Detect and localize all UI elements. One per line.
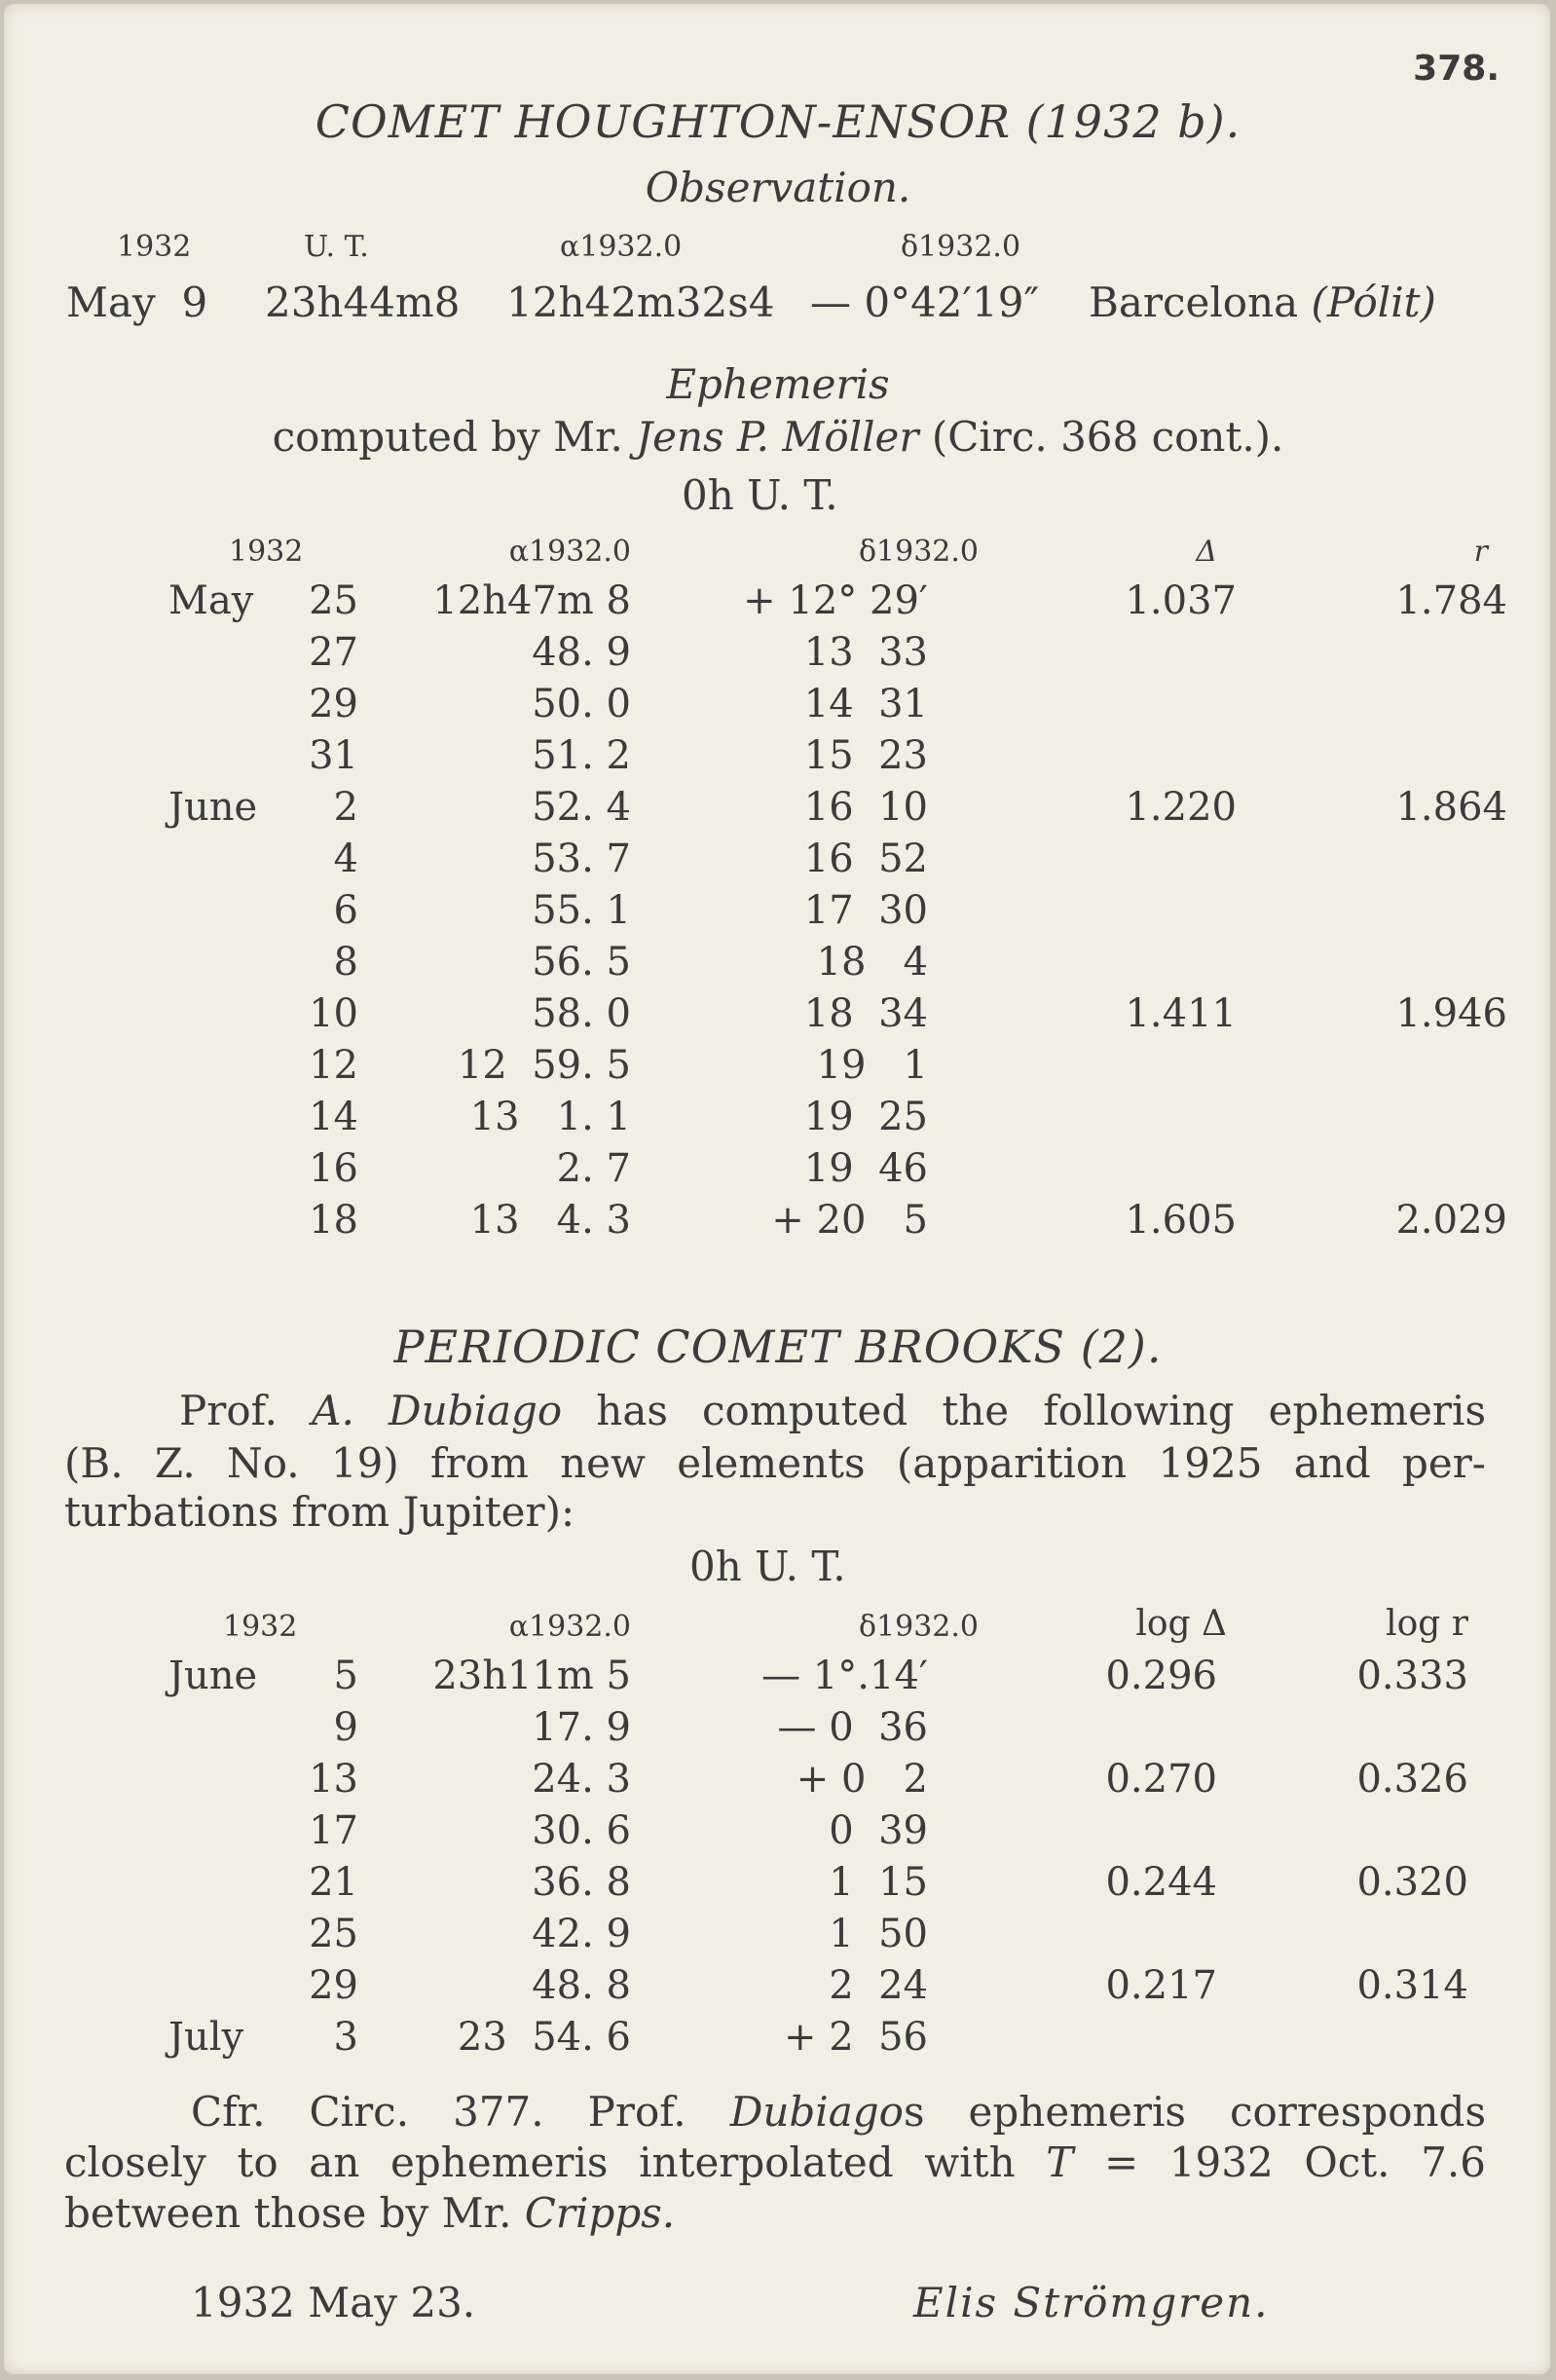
obs-observer: (Pólit) bbox=[1311, 279, 1436, 326]
month-cell bbox=[168, 1959, 290, 2011]
distance-cell: 0.217 bbox=[1105, 1962, 1217, 2008]
table-row bbox=[168, 1804, 1498, 1856]
right-ascension-cell: 2. 7 bbox=[556, 1145, 631, 1191]
radius-cell: 2.029 bbox=[1395, 1197, 1507, 1243]
distance-cell: 1.605 bbox=[1125, 1197, 1237, 1243]
circular-number: 378. bbox=[1413, 49, 1500, 89]
time-label-2: 0h U. T. bbox=[689, 1543, 846, 1590]
delta-header: δ1932.0 bbox=[858, 1610, 979, 1644]
declination-cell: 18 34 bbox=[803, 990, 928, 1036]
table-row bbox=[168, 987, 1537, 1039]
day-cell: 18 bbox=[309, 1197, 358, 1243]
radius-cell bbox=[1246, 2011, 1498, 2063]
alpha-header: α1932.0 bbox=[508, 1610, 631, 1644]
radius-cell bbox=[1266, 936, 1537, 987]
table-header-row bbox=[168, 1595, 1498, 1650]
day-cell: 17 bbox=[309, 1807, 358, 1853]
right-ascension-cell: 12h47m 8 bbox=[432, 577, 631, 623]
table-row bbox=[168, 833, 1537, 884]
footer-date: 1932 May 23. bbox=[191, 2279, 476, 2326]
distance-cell: 1.411 bbox=[1125, 990, 1237, 1036]
month-cell bbox=[168, 678, 290, 729]
day-cell: 27 bbox=[309, 629, 358, 675]
table-row bbox=[168, 1959, 1498, 2011]
right-ascension-cell: 50. 0 bbox=[532, 681, 631, 726]
day-cell: 2 bbox=[333, 784, 358, 830]
day-cell: 16 bbox=[309, 1145, 358, 1191]
right-ascension-cell: 17. 9 bbox=[532, 1704, 631, 1750]
table-row bbox=[168, 729, 1537, 781]
table-row bbox=[168, 1194, 1537, 1246]
computer-name: Jens P. Möller bbox=[636, 413, 919, 461]
radius-cell: 1.784 bbox=[1395, 577, 1507, 623]
note-line-3: between those by Mr. Cripps. bbox=[64, 2189, 676, 2237]
distance-cell bbox=[979, 1091, 1266, 1142]
distance-cell bbox=[979, 678, 1266, 729]
radius-cell: 0.314 bbox=[1356, 1962, 1468, 2008]
ephemeris-heading: Ephemeris bbox=[666, 360, 890, 408]
month-cell: June bbox=[168, 784, 258, 830]
right-ascension-cell: 42. 9 bbox=[532, 1911, 631, 1956]
delta-header: δ1932.0 bbox=[858, 535, 979, 569]
right-ascension-cell: 12 59. 5 bbox=[457, 1042, 631, 1088]
table-row bbox=[168, 678, 1537, 729]
comet1-title: COMET HOUGHTON-ENSOR (1932 b). bbox=[315, 95, 1241, 148]
day-cell: 9 bbox=[333, 1704, 358, 1750]
radius-cell: 0.333 bbox=[1356, 1653, 1468, 1698]
distance-cell bbox=[979, 884, 1266, 936]
distance-cell bbox=[979, 2011, 1246, 2063]
day-cell: 29 bbox=[309, 1962, 358, 2008]
declination-cell: — 1°.14′ bbox=[761, 1653, 928, 1698]
table-row bbox=[168, 1091, 1537, 1142]
alpha-header: α1932.0 bbox=[508, 535, 631, 569]
obs-alpha-header: α1932.0 bbox=[560, 230, 683, 264]
distance-header: Δ bbox=[1196, 535, 1217, 569]
month-cell bbox=[168, 1804, 290, 1856]
table-row bbox=[168, 626, 1537, 678]
para-line-1: Prof. A. Dubiago has computed the following ephemeris bbox=[179, 1387, 1486, 1434]
month-cell bbox=[168, 729, 290, 781]
time-label-1: 0h U. T. bbox=[682, 471, 838, 519]
distance-cell: 0.244 bbox=[1105, 1859, 1217, 1905]
day-cell: 25 bbox=[309, 1911, 358, 1956]
declination-cell: 16 10 bbox=[803, 784, 928, 830]
day-cell: 29 bbox=[309, 681, 358, 726]
radius-cell bbox=[1246, 1701, 1498, 1753]
ephemeris-table-1 bbox=[168, 520, 1537, 1246]
declination-cell: + 2 56 bbox=[783, 2014, 928, 2060]
radius-cell bbox=[1266, 884, 1537, 936]
computed-by-line: computed by Mr. Jens P. Möller (Circ. 368 cont.). bbox=[272, 413, 1284, 461]
radius-cell bbox=[1266, 1039, 1537, 1091]
declination-cell: 1 15 bbox=[829, 1859, 928, 1905]
distance-cell: 1.037 bbox=[1125, 577, 1237, 623]
r-header: r bbox=[1473, 535, 1488, 569]
radius-cell bbox=[1266, 626, 1537, 678]
radius-cell: 1.946 bbox=[1395, 990, 1507, 1036]
month-cell: June bbox=[168, 1653, 258, 1698]
right-ascension-cell: 55. 1 bbox=[532, 887, 631, 933]
radius-cell: 0.326 bbox=[1356, 1756, 1468, 1802]
declination-cell: 15 23 bbox=[803, 732, 928, 778]
month-cell: May bbox=[168, 577, 254, 623]
declination-cell: 19 25 bbox=[803, 1094, 928, 1139]
day-cell: 4 bbox=[333, 836, 358, 881]
observation-heading: Observation. bbox=[645, 164, 911, 211]
table-row bbox=[168, 1908, 1498, 1959]
log-r-header: log r bbox=[1386, 1604, 1468, 1644]
day-cell: 21 bbox=[309, 1859, 358, 1905]
declination-cell: + 0 2 bbox=[796, 1756, 928, 1802]
month-cell bbox=[168, 1701, 290, 1753]
distance-cell: 0.296 bbox=[1105, 1653, 1217, 1698]
note-line-1: Cfr. Circ. 377. Prof. Dubiagos ephemeris corresponds bbox=[191, 2088, 1486, 2136]
ephemeris-table-2 bbox=[168, 1595, 1498, 2063]
declination-cell: 19 46 bbox=[803, 1145, 928, 1191]
month-cell bbox=[168, 987, 290, 1039]
obs-ut: 23h44m8 bbox=[265, 279, 461, 326]
obs-date: May 9 bbox=[66, 279, 208, 326]
day-cell: 12 bbox=[309, 1042, 358, 1088]
right-ascension-cell: 30. 6 bbox=[532, 1807, 631, 1853]
distance-cell bbox=[979, 1908, 1246, 1959]
radius-cell: 1.864 bbox=[1395, 784, 1507, 830]
table-row bbox=[168, 781, 1537, 833]
table-row bbox=[168, 1856, 1498, 1908]
right-ascension-cell: 23h11m 5 bbox=[432, 1653, 631, 1698]
table-row bbox=[168, 936, 1537, 987]
right-ascension-cell: 53. 7 bbox=[532, 836, 631, 881]
right-ascension-cell: 48. 8 bbox=[532, 1962, 631, 2008]
right-ascension-cell: 23 54. 6 bbox=[457, 2014, 631, 2060]
month-cell bbox=[168, 1039, 290, 1091]
year-header: 1932 bbox=[229, 535, 304, 569]
table-row bbox=[168, 1701, 1498, 1753]
radius-cell bbox=[1246, 1908, 1498, 1959]
table-row bbox=[168, 1650, 1498, 1701]
table-row bbox=[168, 884, 1537, 936]
radius-cell bbox=[1266, 678, 1537, 729]
month-cell bbox=[168, 1908, 290, 1959]
obs-delta: — 0°42′19″ bbox=[810, 279, 1040, 326]
right-ascension-cell: 58. 0 bbox=[532, 990, 631, 1036]
radius-cell bbox=[1266, 1142, 1537, 1194]
day-cell: 8 bbox=[333, 939, 358, 985]
table-row bbox=[168, 1753, 1498, 1804]
right-ascension-cell: 36. 8 bbox=[532, 1859, 631, 1905]
declination-cell: 14 31 bbox=[803, 681, 928, 726]
obs-delta-header: δ1932.0 bbox=[901, 230, 1021, 264]
right-ascension-cell: 13 1. 1 bbox=[469, 1094, 631, 1139]
obs-alpha: 12h42m32s4 bbox=[506, 279, 775, 326]
footer-signature: Elis Strömgren. bbox=[913, 2279, 1270, 2326]
distance-cell bbox=[979, 833, 1266, 884]
right-ascension-cell: 56. 5 bbox=[532, 939, 631, 985]
declination-cell: 18 4 bbox=[816, 939, 928, 985]
table-row bbox=[168, 2011, 1498, 2063]
radius-cell bbox=[1266, 729, 1537, 781]
declination-cell: 16 52 bbox=[803, 836, 928, 881]
month-cell bbox=[168, 1091, 290, 1142]
table-row bbox=[168, 1039, 1537, 1091]
radius-cell bbox=[1246, 1804, 1498, 1856]
obs-ut-header: U. T. bbox=[304, 230, 369, 264]
distance-cell bbox=[979, 1701, 1246, 1753]
declination-cell: 17 30 bbox=[803, 887, 928, 933]
radius-cell bbox=[1266, 1091, 1537, 1142]
distance-cell bbox=[979, 626, 1266, 678]
day-cell: 14 bbox=[309, 1094, 358, 1139]
distance-cell bbox=[979, 1804, 1246, 1856]
distance-cell: 1.220 bbox=[1125, 784, 1237, 830]
month-cell bbox=[168, 1194, 290, 1246]
year-header: 1932 bbox=[223, 1610, 298, 1644]
declination-cell: — 0 36 bbox=[777, 1704, 928, 1750]
day-cell: 25 bbox=[309, 577, 358, 623]
distance-cell bbox=[979, 936, 1266, 987]
declination-cell: 1 50 bbox=[829, 1911, 928, 1956]
distance-cell: 0.270 bbox=[1105, 1756, 1217, 1802]
month-cell bbox=[168, 936, 290, 987]
distance-cell bbox=[979, 729, 1266, 781]
month-cell bbox=[168, 1142, 290, 1194]
day-cell: 3 bbox=[333, 2014, 358, 2060]
declination-cell: + 12° 29′ bbox=[743, 577, 928, 623]
radius-cell: 0.320 bbox=[1356, 1859, 1468, 1905]
table-row bbox=[168, 1142, 1537, 1194]
para-line-3: turbations from Jupiter): bbox=[64, 1488, 575, 1536]
month-cell bbox=[168, 1753, 290, 1804]
day-cell: 10 bbox=[309, 990, 358, 1036]
comet2-title: PERIODIC COMET BROOKS (2). bbox=[393, 1320, 1163, 1373]
log-distance-header: log Δ bbox=[1135, 1604, 1227, 1644]
right-ascension-cell: 24. 3 bbox=[532, 1756, 631, 1802]
declination-cell: 13 33 bbox=[803, 629, 928, 675]
day-cell: 13 bbox=[309, 1756, 358, 1802]
table-row bbox=[168, 575, 1537, 626]
month-cell bbox=[168, 1856, 290, 1908]
obs-year-header: 1932 bbox=[117, 230, 192, 264]
para-line-2: (B. Z. No. 19) from new elements (apparition 1925 and per- bbox=[64, 1439, 1486, 1487]
month-cell bbox=[168, 884, 290, 936]
day-cell: 5 bbox=[333, 1653, 358, 1698]
right-ascension-cell: 51. 2 bbox=[532, 732, 631, 778]
right-ascension-cell: 48. 9 bbox=[532, 629, 631, 675]
declination-cell: 2 24 bbox=[829, 1962, 928, 2008]
month-cell bbox=[168, 626, 290, 678]
radius-cell bbox=[1266, 833, 1537, 884]
month-cell bbox=[168, 833, 290, 884]
table-header-row bbox=[168, 520, 1537, 575]
distance-cell bbox=[979, 1039, 1266, 1091]
distance-cell bbox=[979, 1142, 1266, 1194]
day-cell: 31 bbox=[309, 732, 358, 778]
declination-cell: 0 39 bbox=[829, 1807, 928, 1853]
right-ascension-cell: 52. 4 bbox=[532, 784, 631, 830]
declination-cell: + 20 5 bbox=[771, 1197, 928, 1243]
declination-cell: 19 1 bbox=[816, 1042, 928, 1088]
day-cell: 6 bbox=[333, 887, 358, 933]
obs-place: Barcelona (Pólit) bbox=[1089, 279, 1436, 326]
right-ascension-cell: 13 4. 3 bbox=[469, 1197, 631, 1243]
note-line-2: closely to an ephemeris interpolated with T = 1932 Oct. 7.6 bbox=[64, 2138, 1486, 2186]
month-cell: July bbox=[168, 2014, 244, 2060]
